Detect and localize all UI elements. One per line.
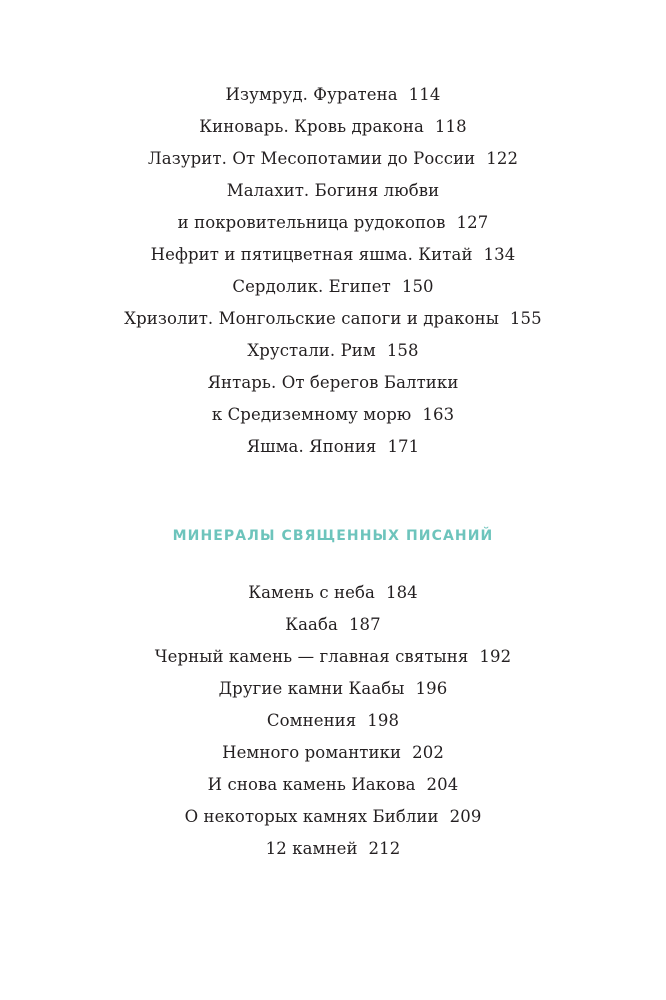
toc-entry	[0, 273, 666, 305]
toc-entry-page-number: 155	[509, 309, 542, 328]
toc-entry	[0, 305, 666, 337]
toc-entry-title: Малахит. Богиня любви	[226, 181, 440, 200]
toc-entry-page-number: 134	[483, 245, 516, 264]
toc-entry	[0, 739, 666, 771]
toc-entry-page-number: 212	[368, 839, 401, 858]
toc-entry-title: Хризолит. Монгольские сапоги и драконы	[124, 309, 499, 328]
toc-entry-page-number: 118	[434, 117, 467, 136]
toc-entry	[0, 835, 666, 867]
section-heading: МИНЕРАЛЫ СВЯЩЕННЫХ ПИСАНИЙ	[172, 528, 494, 544]
toc-entry-title: Лазурит. От Месопотамии до России	[147, 149, 476, 168]
toc-entry-title: Изумруд. Фуратена	[225, 85, 398, 104]
toc-entry	[0, 401, 666, 433]
toc-entry-page-number: 198	[367, 711, 400, 730]
toc-entry-title: Кааба	[285, 615, 338, 634]
toc-entry-title: 12 камней	[265, 839, 358, 858]
toc-entry-page-number: 187	[348, 615, 381, 634]
toc-entry-title: Камень с неба	[248, 583, 375, 602]
toc-entry-page-number: 114	[408, 85, 441, 104]
toc-entry	[0, 707, 666, 739]
toc-entry	[0, 611, 666, 643]
toc-list	[0, 579, 666, 867]
toc-entry-page-number: 192	[479, 647, 512, 666]
toc-entry-page-number: 163	[422, 405, 455, 424]
toc-entry-page-number: 184	[385, 583, 418, 602]
toc-entry-page-number: 158	[386, 341, 419, 360]
toc-list	[0, 81, 666, 465]
toc-entry-page-number: 196	[415, 679, 448, 698]
toc-entry	[0, 81, 666, 113]
toc-entry-title: Хрустали. Рим	[247, 341, 376, 360]
toc-entry	[0, 675, 666, 707]
toc-entry-title: Янтарь. От берегов Балтики	[207, 373, 459, 392]
toc-entry	[0, 145, 666, 177]
toc-entry	[0, 241, 666, 273]
toc-entry	[0, 369, 666, 401]
toc-entry-page-number: 171	[387, 437, 420, 456]
toc-entry-page-number: 122	[486, 149, 519, 168]
toc-entry-title: Нефрит и пятицветная яшма. Китай	[150, 245, 473, 264]
toc-entry-title: к Средиземному морю	[211, 405, 412, 424]
toc-entry-title: Немного романтики	[222, 743, 402, 762]
toc-entry	[0, 209, 666, 241]
toc-entry-title: Сердолик. Египет	[232, 277, 391, 296]
toc-entry-page-number: 127	[456, 213, 489, 232]
toc-entry-title: Киноварь. Кровь дракона	[199, 117, 424, 136]
toc-entry-title: Черный камень — главная святыня	[154, 647, 469, 666]
toc-entry-page-number: 209	[449, 807, 482, 826]
toc-entry-title: Другие камни Каабы	[218, 679, 405, 698]
toc-entry	[0, 113, 666, 145]
toc-entry-page-number: 202	[412, 743, 444, 762]
toc-entry-title: И снова камень Иакова	[207, 775, 416, 794]
toc-entry-page-number: 150	[401, 277, 434, 296]
toc-entry	[0, 433, 666, 465]
toc-entry-title: и покровительница рудокопов	[177, 213, 446, 232]
toc-entry-title: Яшма. Япония	[246, 437, 377, 456]
toc-entry	[0, 771, 666, 803]
toc-entry	[0, 579, 666, 611]
toc-entry-page-number: 204	[426, 775, 459, 794]
toc-entry	[0, 803, 666, 835]
toc-entry-title: Сомнения	[266, 711, 357, 730]
toc-entry	[0, 337, 666, 369]
toc-entry	[0, 177, 666, 209]
toc-entry-title: О некоторых камнях Библии	[184, 807, 439, 826]
toc-entry	[0, 643, 666, 675]
